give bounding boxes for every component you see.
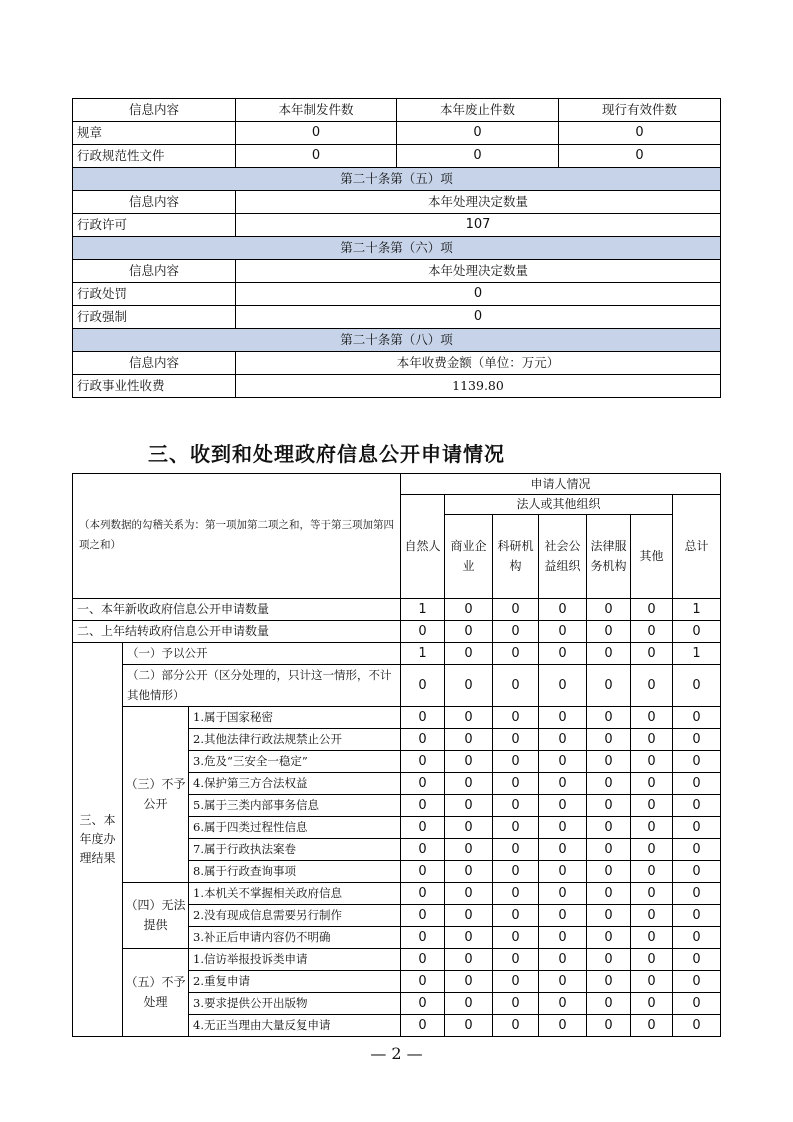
cell-value: 0 bbox=[631, 643, 673, 665]
subgroup-label: （五）不予处理 bbox=[123, 949, 189, 1037]
row-label: 规章 bbox=[73, 122, 236, 145]
note-cell: （本列数据的勾稽关系为：第一项加第二项之和，等于第三项加第四项之和） bbox=[73, 474, 401, 599]
cell-value: 0 bbox=[631, 927, 673, 949]
cell-value: 107 bbox=[236, 214, 721, 237]
cell-value: 0 bbox=[539, 665, 587, 707]
cell-value: 0 bbox=[539, 643, 587, 665]
table-row bbox=[73, 707, 721, 729]
cell-value: 0 bbox=[401, 949, 445, 971]
cell-value: 0 bbox=[673, 927, 721, 949]
cell-value: 0 bbox=[493, 621, 539, 643]
col-business: 商业企业 bbox=[445, 515, 493, 599]
header-cell: 信息内容 bbox=[73, 191, 236, 214]
cell-value: 0 bbox=[559, 122, 721, 145]
header-cell: 信息内容 bbox=[73, 99, 236, 122]
cell-value: 0 bbox=[445, 861, 493, 883]
row-label: 一、本年新收政府信息公开申请数量 bbox=[73, 599, 401, 621]
table-row bbox=[73, 214, 721, 237]
cell-value: 0 bbox=[673, 861, 721, 883]
table-row bbox=[73, 949, 721, 971]
table-row bbox=[73, 283, 721, 306]
cell-value: 0 bbox=[539, 839, 587, 861]
cell-value: 0 bbox=[401, 621, 445, 643]
cell-value: 0 bbox=[236, 306, 721, 329]
cell-value: 0 bbox=[539, 1015, 587, 1037]
cell-value: 0 bbox=[539, 773, 587, 795]
cell-value: 0 bbox=[445, 905, 493, 927]
row-label: 行政处罚 bbox=[73, 283, 236, 306]
cell-value: 0 bbox=[401, 817, 445, 839]
table-row bbox=[73, 145, 721, 168]
cell-value: 0 bbox=[445, 927, 493, 949]
cell-value: 0 bbox=[493, 729, 539, 751]
cell-value: 0 bbox=[587, 839, 631, 861]
header-cell: 信息内容 bbox=[73, 352, 236, 375]
cell-value: 0 bbox=[539, 707, 587, 729]
col-natural-person: 自然人 bbox=[401, 495, 445, 599]
cell-value: 0 bbox=[673, 883, 721, 905]
cell-value: 0 bbox=[493, 751, 539, 773]
cell-value: 0 bbox=[493, 883, 539, 905]
cell-value: 0 bbox=[493, 905, 539, 927]
row-label: 3.危及“三安全一稳定” bbox=[189, 751, 401, 773]
row-label: 6.属于四类过程性信息 bbox=[189, 817, 401, 839]
header-cell: 本年收费金额（单位：万元） bbox=[236, 352, 721, 375]
cell-value: 0 bbox=[673, 839, 721, 861]
row-label: 4.保护第三方合法权益 bbox=[189, 773, 401, 795]
cell-value: 0 bbox=[631, 599, 673, 621]
cell-value: 0 bbox=[493, 927, 539, 949]
cell-value: 0 bbox=[539, 751, 587, 773]
cell-value: 0 bbox=[539, 993, 587, 1015]
row-label: 3.要求提供公开出版物 bbox=[189, 993, 401, 1015]
section-band bbox=[73, 329, 721, 352]
row-label: 1.本机关不掌握相关政府信息 bbox=[189, 883, 401, 905]
cell-value: 0 bbox=[587, 971, 631, 993]
cell-value: 0 bbox=[673, 729, 721, 751]
header-cell: 现行有效件数 bbox=[559, 99, 721, 122]
legal-entity-header: 法人或其他组织 bbox=[445, 495, 673, 515]
cell-value: 1 bbox=[673, 643, 721, 665]
cell-value: 0 bbox=[493, 1015, 539, 1037]
row-label: 2.重复申请 bbox=[189, 971, 401, 993]
cell-value: 0 bbox=[493, 971, 539, 993]
header-cell: 本年处理决定数量 bbox=[236, 260, 721, 283]
cell-value: 0 bbox=[493, 665, 539, 707]
row-label: 2.其他法律行政法规禁止公开 bbox=[189, 729, 401, 751]
cell-value: 0 bbox=[631, 839, 673, 861]
cell-value: 0 bbox=[445, 773, 493, 795]
table-header-row bbox=[73, 191, 721, 214]
table-row bbox=[73, 643, 721, 665]
cell-value: 0 bbox=[587, 729, 631, 751]
row-label: 7.属于行政执法案卷 bbox=[189, 839, 401, 861]
cell-value: 0 bbox=[493, 839, 539, 861]
table-row bbox=[73, 306, 721, 329]
cell-value: 0 bbox=[445, 599, 493, 621]
col-other: 其他 bbox=[631, 515, 673, 599]
cell-value: 0 bbox=[445, 729, 493, 751]
cell-value: 0 bbox=[587, 795, 631, 817]
documents-table bbox=[72, 98, 721, 398]
cell-value: 0 bbox=[673, 971, 721, 993]
cell-value: 0 bbox=[401, 795, 445, 817]
row-label: 行政规范性文件 bbox=[73, 145, 236, 168]
cell-value: 0 bbox=[539, 971, 587, 993]
cell-value: 0 bbox=[445, 993, 493, 1015]
cell-value: 0 bbox=[401, 883, 445, 905]
cell-value: 0 bbox=[673, 751, 721, 773]
cell-value: 0 bbox=[539, 861, 587, 883]
cell-value: 0 bbox=[559, 145, 721, 168]
col-total: 总计 bbox=[673, 495, 721, 599]
cell-value: 0 bbox=[236, 122, 397, 145]
row-label: 1.属于国家秘密 bbox=[189, 707, 401, 729]
cell-value: 0 bbox=[673, 1015, 721, 1037]
row-label: 8.属于行政查询事项 bbox=[189, 861, 401, 883]
cell-value: 0 bbox=[445, 1015, 493, 1037]
cell-value: 0 bbox=[673, 949, 721, 971]
cell-value: 0 bbox=[445, 883, 493, 905]
cell-value: 1139.80 bbox=[236, 375, 721, 398]
col-research: 科研机构 bbox=[493, 515, 539, 599]
cell-value: 0 bbox=[445, 817, 493, 839]
cell-value: 0 bbox=[397, 145, 559, 168]
cell-value: 0 bbox=[631, 905, 673, 927]
cell-value: 0 bbox=[673, 817, 721, 839]
row-label: 4.无正当理由大量反复申请 bbox=[189, 1015, 401, 1037]
cell-value: 0 bbox=[401, 773, 445, 795]
col-social: 社会公益组织 bbox=[539, 515, 587, 599]
cell-value: 0 bbox=[493, 993, 539, 1015]
cell-value: 0 bbox=[539, 905, 587, 927]
cell-value: 0 bbox=[631, 817, 673, 839]
table-row bbox=[73, 621, 721, 643]
cell-value: 0 bbox=[673, 905, 721, 927]
section-heading: 三、收到和处理政府信息公开申请情况 bbox=[148, 442, 505, 466]
table-row bbox=[73, 599, 721, 621]
cell-value: 0 bbox=[673, 773, 721, 795]
table-header-row bbox=[73, 260, 721, 283]
header-cell: 本年废止件数 bbox=[397, 99, 559, 122]
cell-value: 0 bbox=[401, 1015, 445, 1037]
cell-value: 0 bbox=[493, 817, 539, 839]
cell-value: 0 bbox=[401, 729, 445, 751]
cell-value: 1 bbox=[401, 599, 445, 621]
header-cell: 本年处理决定数量 bbox=[236, 191, 721, 214]
cell-value: 0 bbox=[587, 861, 631, 883]
row-label: 5.属于三类内部事务信息 bbox=[189, 795, 401, 817]
header-cell: 本年制发件数 bbox=[236, 99, 397, 122]
cell-value: 0 bbox=[587, 707, 631, 729]
cell-value: 0 bbox=[539, 817, 587, 839]
cell-value: 0 bbox=[631, 621, 673, 643]
row-label: 行政强制 bbox=[73, 306, 236, 329]
cell-value: 0 bbox=[631, 665, 673, 707]
cell-value: 0 bbox=[445, 971, 493, 993]
cell-value: 0 bbox=[631, 883, 673, 905]
cell-value: 0 bbox=[236, 283, 721, 306]
cell-value: 0 bbox=[587, 773, 631, 795]
cell-value: 0 bbox=[673, 795, 721, 817]
cell-value: 0 bbox=[445, 795, 493, 817]
table-row bbox=[73, 883, 721, 905]
cell-value: 0 bbox=[445, 665, 493, 707]
cell-value: 0 bbox=[539, 621, 587, 643]
table-header-row bbox=[73, 474, 721, 495]
table-header-row bbox=[73, 352, 721, 375]
cell-value: 0 bbox=[631, 795, 673, 817]
cell-value: 0 bbox=[493, 643, 539, 665]
cell-value: 0 bbox=[587, 927, 631, 949]
cell-value: 0 bbox=[445, 751, 493, 773]
row-label: 1.信访举报投诉类申请 bbox=[189, 949, 401, 971]
cell-value: 0 bbox=[445, 643, 493, 665]
row-label: 二、上年结转政府信息公开申请数量 bbox=[73, 621, 401, 643]
cell-value: 0 bbox=[673, 665, 721, 707]
cell-value: 0 bbox=[445, 621, 493, 643]
cell-value: 0 bbox=[587, 817, 631, 839]
row-label: 行政事业性收费 bbox=[73, 375, 236, 398]
cell-value: 0 bbox=[401, 707, 445, 729]
cell-value: 0 bbox=[401, 839, 445, 861]
table-header-row bbox=[73, 99, 721, 122]
subgroup-label: （三）不予公开 bbox=[123, 707, 189, 883]
cell-value: 0 bbox=[445, 707, 493, 729]
section-title-8: 第二十条第（八）项 bbox=[73, 329, 721, 352]
cell-value: 0 bbox=[587, 883, 631, 905]
cell-value: 0 bbox=[673, 993, 721, 1015]
cell-value: 0 bbox=[493, 795, 539, 817]
group-label-results: 三、本年度办理结果 bbox=[73, 643, 123, 1037]
cell-value: 0 bbox=[445, 949, 493, 971]
cell-value: 0 bbox=[401, 905, 445, 927]
cell-value: 0 bbox=[631, 993, 673, 1015]
cell-value: 0 bbox=[539, 883, 587, 905]
cell-value: 0 bbox=[401, 751, 445, 773]
cell-value: 0 bbox=[539, 927, 587, 949]
cell-value: 0 bbox=[493, 707, 539, 729]
cell-value: 0 bbox=[631, 949, 673, 971]
header-cell: 信息内容 bbox=[73, 260, 236, 283]
cell-value: 0 bbox=[587, 665, 631, 707]
row-label: 3.补正后申请内容仍不明确 bbox=[189, 927, 401, 949]
cell-value: 0 bbox=[401, 861, 445, 883]
applicant-header: 申请人情况 bbox=[401, 474, 721, 495]
row-label: （二）部分公开（区分处理的，只计这一情形，不计其他情形） bbox=[123, 665, 401, 707]
cell-value: 0 bbox=[631, 729, 673, 751]
cell-value: 0 bbox=[493, 861, 539, 883]
cell-value: 0 bbox=[587, 993, 631, 1015]
cell-value: 0 bbox=[631, 861, 673, 883]
table-row bbox=[73, 665, 721, 707]
cell-value: 0 bbox=[673, 621, 721, 643]
cell-value: 1 bbox=[401, 643, 445, 665]
cell-value: 0 bbox=[587, 751, 631, 773]
cell-value: 0 bbox=[587, 905, 631, 927]
cell-value: 0 bbox=[401, 993, 445, 1015]
row-label: 行政许可 bbox=[73, 214, 236, 237]
cell-value: 0 bbox=[587, 599, 631, 621]
cell-value: 0 bbox=[631, 707, 673, 729]
cell-value: 0 bbox=[401, 971, 445, 993]
cell-value: 0 bbox=[445, 839, 493, 861]
cell-value: 0 bbox=[587, 643, 631, 665]
applications-table bbox=[72, 473, 721, 1037]
cell-value: 0 bbox=[631, 773, 673, 795]
cell-value: 0 bbox=[397, 122, 559, 145]
cell-value: 0 bbox=[236, 145, 397, 168]
cell-value: 0 bbox=[539, 599, 587, 621]
cell-value: 0 bbox=[631, 751, 673, 773]
cell-value: 0 bbox=[587, 1015, 631, 1037]
row-label: 2.没有现成信息需要另行制作 bbox=[189, 905, 401, 927]
cell-value: 0 bbox=[493, 949, 539, 971]
section-title-6: 第二十条第（六）项 bbox=[73, 237, 721, 260]
cell-value: 0 bbox=[673, 707, 721, 729]
cell-value: 1 bbox=[673, 599, 721, 621]
cell-value: 0 bbox=[631, 1015, 673, 1037]
cell-value: 0 bbox=[401, 927, 445, 949]
cell-value: 0 bbox=[631, 971, 673, 993]
cell-value: 0 bbox=[539, 949, 587, 971]
col-law: 法律服务机构 bbox=[587, 515, 631, 599]
row-label: （一）予以公开 bbox=[123, 643, 401, 665]
section-band bbox=[73, 237, 721, 260]
cell-value: 0 bbox=[539, 795, 587, 817]
cell-value: 0 bbox=[493, 599, 539, 621]
cell-value: 0 bbox=[539, 729, 587, 751]
page-number: — 2 — bbox=[370, 1044, 423, 1063]
cell-value: 0 bbox=[401, 665, 445, 707]
cell-value: 0 bbox=[493, 773, 539, 795]
cell-value: 0 bbox=[587, 949, 631, 971]
subgroup-label: （四）无法提供 bbox=[123, 883, 189, 949]
section-title-5: 第二十条第（五）项 bbox=[73, 168, 721, 191]
section-band bbox=[73, 168, 721, 191]
table-row bbox=[73, 122, 721, 145]
table-row bbox=[73, 375, 721, 398]
cell-value: 0 bbox=[587, 621, 631, 643]
